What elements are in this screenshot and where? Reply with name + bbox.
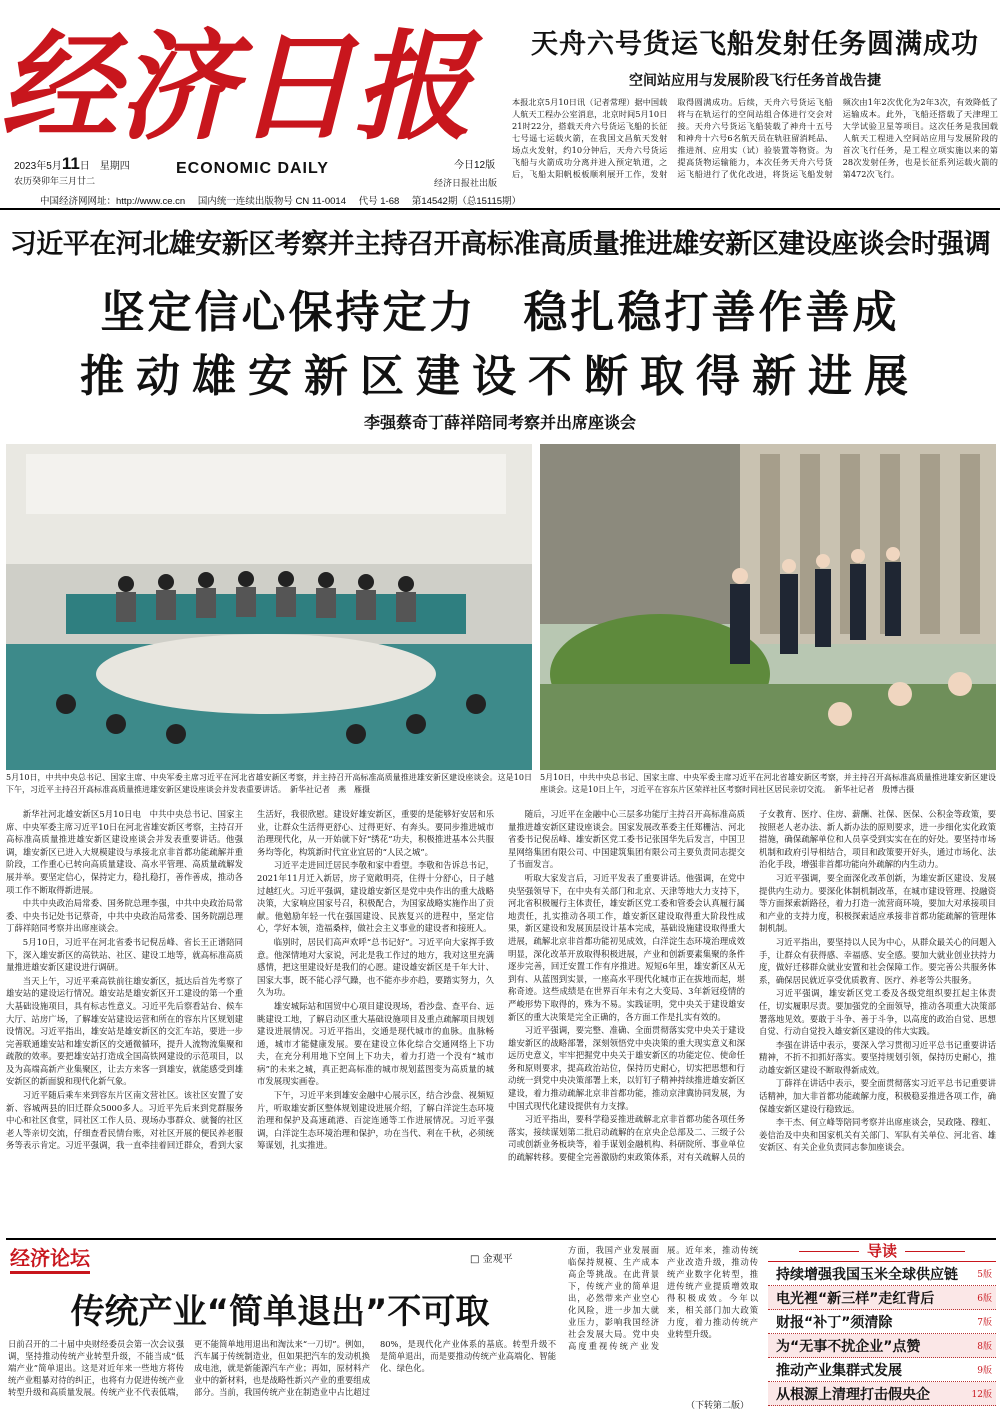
top-story-body: 本报北京5月10日讯（记者常理）据中国载人航天工程办公室消息，北京时间5月10日21时22分，搭载天舟六号货运飞船的长征七号遥七运载火箭，在我国文昌航天发射场点火发射，约10分钟后，天舟六号货运飞船与火箭成功分离并进入预定轨道，之后，飞船太阳帆板板顺利展开工作，发射取得圆满成功。后续，天舟六号货运飞船将与在轨运行的空间站组合体进行交会对接。天舟六号货运飞船装载了神舟十五号和神舟十六号6名航天员在轨驻留消耗品、推进剂、应用实（试）验装置等物资。为提高货物运输能力，本次任务天舟六号货运飞船进行了优化改进，将货运飞船发射频次由1年2次优化为2年3次，有效降低了运输成本。此外，飞船还搭载了天津理工大学试验卫星等项目。这次任务是我国载人航天工程进入空间站应用与发展阶段的首次飞行任务，是工程立项实施以来的第28次发射任务，也是长征系列运载火箭的第472次飞行。 xyxy=(512,97,998,179)
article-paragraph: 新华社河北雄安新区5月10日电 中共中央总书记、国家主席、中央军委主席习近平10日在河北省雄安新区考察，主持召开高标准高质量推进雄安新区建设座谈会并发表重要讲话。他强调，雄安新区已进入大规模建设与承接北京非首都功能疏解并重阶段，工作重心已转向高质量建设、高水平管理、高质量疏解发展并举。要坚定信心，保持定力，稳扎稳打，善作善成，推动各项工作不断取得新进展。 xyxy=(6,809,243,895)
guide-item[interactable]: 持续增强我国玉米全球供应链 5版 xyxy=(768,1262,996,1286)
article-paragraph: 李强在讲话中表示，要深入学习贯彻习近平总书记重要讲话精神，不折不扣抓好落实。要坚持规划引领，保持历史耐心，推动雄安新区建设不断取得新成效。 xyxy=(759,1039,996,1075)
article-paragraph: 下午，习近平来到雄安金融中心展示区，结合沙盘、视频短片，听取雄安新区整体规划建设进展介绍，了解白洋淀生态环境治理和保护及高速疏港、百淀连通等工作进展情况。习近平强调，白洋淀生态环境治理和保护，功在当代、利在千秋，必须统筹谋划，扎实推进。 xyxy=(257,1090,494,1151)
main-article-body xyxy=(6,808,996,1236)
article-paragraph: 习近平强调，要完整、准确、全面贯彻落实党中央关于建设雄安新区的战略部署，深刻领悟党中央决策的重大现实意义和深远历史意义，牢牢把握党中央关于雄安新区的功能定位、使命任务和原则要求，提高政治站位，保持历史耐心，切实把思想和行动统一到党中央决策部署上来，以钉钉子精神持续推进雄安新区建设，着力推动疏解北京非首都功能，推动京津冀协同发展，为中国式现代化建设提供有力支撑。 xyxy=(508,1025,745,1111)
forum-column-tag: 经济论坛 xyxy=(10,1242,90,1274)
article-paragraph: 临别时，居民们高声欢呼“总书记好”。习近平向大家挥手致意。他深情地对大家说，河北是我工作过的地方，我对这里充满感情，把这里建设好是我们的心愿。建设雄安新区是千年大计、国家大事，既不能心浮气躁，也不能亦步亦趋，要踏实努力，久久为功。 xyxy=(257,936,494,998)
article-paragraph: 丁薛祥在讲话中表示，要全面贯彻落实习近平总书记重要讲话精神，加大非首都功能疏解力度，积极稳妥推进各项工作，确保雄安新区建设行稳致远。 xyxy=(759,1078,996,1114)
logo-text: 经济日报 xyxy=(0,17,473,156)
main-kicker[interactable]: 习近平在河北雄安新区考察并主持召开高标准高质量推进雄安新区建设座谈会时强调 xyxy=(9,229,991,260)
guide-item[interactable]: 从根源上清理打击假央企 12版 xyxy=(768,1382,996,1406)
article-paragraph: 李干杰、何立峰等陪同考察并出席座谈会，吴政隆、穆虹、姜信治及中央和国家机关有关部门、军队有关单位、河北省、雄安新区、有关企业负责同志参加座谈会。 xyxy=(759,1117,996,1153)
top-story-subtitle: 空间站应用与发展阶段飞行任务首战告捷 xyxy=(629,73,881,89)
main-headline-1[interactable]: 坚定信心保持定力 稳扎稳打善作善成 xyxy=(100,287,900,338)
guide-item[interactable]: 电光裡“新三样”走红背后 6版 xyxy=(768,1286,996,1310)
article-paragraph: 习近平走进回迁居民李敬和家中看望。李敬和告诉总书记，2021年11月迁入新居，房子宽敞明亮，住得十分舒心，日子越过越红火。习近平强调，建设雄安新区是党中央作出的重大战略决策，大家响应国家号召，积极配合，为国家战略实施作出了贡献。他勉励年轻一代在强国建设、民族复兴的进程中，坚定信心，学好本领，造福桑梓，做社会主义事业的建设者和接班人。 xyxy=(257,860,494,934)
logo-calligraphy xyxy=(0,10,473,156)
guide-item[interactable]: 财报“补丁”须清除 7版 xyxy=(768,1310,996,1334)
serial-number: 国内统一连续出版物号 CN 11-0014 xyxy=(197,196,346,207)
article-paragraph: 随后，习近平在金融中心三层多功能厅主持召开高标准高质量推进雄安新区建设座谈会。国家发展改革委主任郑栅洁、河北省委书记倪岳峰、雄安新区党工委书记张国华先后发言，中国卫星网络集团有限公司、中国建筑集团有限公司主要负责同志提交了书面发言。 xyxy=(508,809,745,870)
issue-number: 第14542期（总15115期） xyxy=(411,196,522,207)
english-name: ECONOMIC DAILY xyxy=(176,160,329,177)
article-paragraph: 5月10日，习近平在河北省委书记倪岳峰、省长王正谱陪同下，深入雄安新区的高铁站、社区、建设工地等，就高标准高质量推进雄安新区建设进行调研。 xyxy=(6,936,243,973)
page-count: 今日12版 xyxy=(454,160,496,171)
photo-caption-left: 5月10日，中共中央总书记、国家主席、中央军委主席习近平在河北省雄安新区考察，并主持召开高标准高质量推进雄安新区建设座谈会。这是10日下午，习近平主持召开高标准高质量推进雄安新区建设座谈会并发表重要讲话。 新华社记者 燕 雁摄 xyxy=(6,773,532,794)
photo-caption-right: 5月10日，中共中央总书记、国家主席、中央军委主席习近平在河北省雄安新区考察，并主持召开高标准高质量推进雄安新区建设座谈会。这是10日上午，习近平在容东片区荣祥社区考察时同社区居民亲切交流。 新华社记者 殷博古摄 xyxy=(540,773,996,794)
publisher: 经济日报社出版 xyxy=(434,178,498,188)
article-paragraph: 听取大家发言后，习近平发表了重要讲话。他强调，在党中央坚强领导下，在中央有关部门和北京、天津等地大力支持下，河北省积极履行主体责任，雄安新区党工委和管委会认真履行属地责任，扎实推动各项工作，雄安新区建设取得重大阶段性成果，新区建设和发展顶层设计基本完成，基础设施建设取得重大进展，疏解北京非首都功能初见成效，白洋淀生态环境治理成效明显，深化改革开放取得积极进展，产业和创新要素集聚的条件逐步完善，回迁安置工作有序推进。短短6年里，雄安新区从无到有、从蓝图到实景，一座高水平现代化城市正在拔地而起，堪称奇迹。这些成绩是在世界百年未有之大变局、3年新冠疫情的严峻形势下取得的，殊为不易。实践证明，党中央关于建设雄安新区的重大决策是完全正确的，各方面工作是扎实有效的。 xyxy=(508,872,745,1022)
article-paragraph: 雄安城际站和国贸中心项目建设现场，看沙盘、查平台、远眺建设工地，了解启动区重大基础设施项目及重点疏解项目规划建设进展情况。习近平指出，交通是现代城市的血脉。血脉畅通，城市才能健康发展。要在建设立体化综合交通网络上下功夫，在充分利用地下空间上下功夫，着力打造一个没有“城市病”的未来之城，真正把高标准的城市规划蓝图变为高质量的城市发展现实画卷。 xyxy=(257,1000,494,1087)
newspaper-logo xyxy=(0,10,473,156)
article-paragraph: 习近平随后乘车来到容东片区南文营社区。该社区安置了安新、容城两县的旧迁群众5000多人。习近平先后来到党群服务中心和社区食堂，同社区工作人员、现场办事群众、就餐的社区老人等亲切交流，仔细查看民情台账，对社区开展的便民养老服务等表示肯定。习近平强调，我一直牵挂着回迁群众，看到大家生活好，我很欣慰。建设好雄安新区，重要的是能够好安居和乐业，让群众生活得更舒心、过得更好、有奔头。要同步推进城市治理现代化，从一开始就下好“绣花”功夫，积极推进基本公共服务均等化，构筑新时代宜业宜居的“人民之城”。 xyxy=(6,809,494,1151)
article-paragraph: 习近平强调，雄安新区党工委及各级党组织要扛起主体责任，切实履职尽责。要加强党的全面领导，推动各项重大决策部署落地见效。要敢于斗争、善于斗争，以高度的政治自觉、思想自觉、行动自觉投入雄安新区建设的伟大实践。 xyxy=(759,988,996,1037)
guide-box xyxy=(768,1240,996,1412)
issue-date: 2023年5月11日 星期四 xyxy=(14,154,130,173)
guide-title: 导读 xyxy=(768,1240,996,1262)
postal-code: 代号 1-68 xyxy=(358,196,400,207)
forum-author: □ 金观平 xyxy=(470,1254,513,1265)
article-paragraph: 习近平指出，要科学稳妥推进疏解北京非首都功能各项任务落实，接续谋划第二批启动疏解的在京央企总部及二、三级子公司或创新业务板块等，着手谋划金融机构、科研院所、事业单位的疏解转移。要健全完善激励约束政策体系，对有关疏解人员的子女教育、医疗、住房、薪酬、社保、医保、公积金等政策，要按照老人老办法、新人新办法的原则要求，进一步细化实化政策措施，确保疏解单位和人员享受到实实在在的好处。要坚持市场机制和政府引导相结合，项目和政策要开好头，通过市场化、法治化手段，增强非首都功能向外疏解的内生动力。 xyxy=(508,809,996,1163)
meeting-photo xyxy=(6,444,532,770)
forum-title[interactable]: 传统产业“简单退出”不可取 xyxy=(70,1292,490,1332)
community-visit-photo xyxy=(540,444,996,770)
main-headline-2[interactable]: 推动雄安新区建设不断取得新进展 xyxy=(80,351,920,402)
article-paragraph: 习近平指出，要坚持以人民为中心，从群众最关心的问题入手，让群众有获得感、幸福感、安全感。要加大就业创业扶持力度，做好迁移群众就业安置和社会保障工作。要完善公共服务体系，确保居民就近享受优质教育、医疗、养老等公共服务。 xyxy=(759,936,996,985)
forum-body-continued: 方面，我国产业发展面临保持规模、生产成本高企等挑战。在此背景下，传统产业的简单退出，必然带来产业空心化风险，进一步加大就业压力，影响我国经济社会发展大局。党中央高度重视传统产业发展。近年来，推动传统产业改造升级，推动传统产业数字化转型，推进传统产业提质增效取得积极成效。今年以来，相关部门加大政策力度，着力推动传统产业转型升级。 xyxy=(568,1245,758,1351)
lunar-date: 农历癸卯年三月廿二 xyxy=(14,176,96,186)
top-story-title[interactable]: 天舟六号货运飞船发射任务圆满成功 xyxy=(531,29,979,60)
article-paragraph: 中共中央政治局常委、国务院总理李强，中共中央政治局常委、中央书记处书记蔡奇，中共中央政治局常委、国务院副总理丁薛祥陪同考察并出席座谈会。 xyxy=(6,898,243,934)
article-paragraph: 习近平强调，要全面深化改革创新，为雄安新区建设、发展提供内生动力。要深化体制机制改革，在城市建设管理、投融资等方面探索新路径，着力打造一流营商环境，要加大对承接项目和产业的支持力度，积极探索适应承接非首都功能疏解的管理体制机制。 xyxy=(759,872,996,934)
main-byline: 李强蔡奇丁薛祥陪同考察并出席座谈会 xyxy=(363,413,636,432)
website-url[interactable]: 中国经济网网址：http://www.ce.cn xyxy=(40,196,186,207)
article-paragraph: 当天上午，习近平乘高铁前往雄安新区，抵达后首先考察了雄安站的建设运行情况。雄安站是雄安新区开工建设的第一个重大基础设施项目，具有标志性意义。习近平先后察看站台、候车大厅、站房广场，了解雄安站建设运营和所在的容东片区规划建设情况。习近平指出，雄安站是雄安新区的交汇车站，要进一步完善联通雄安站和雄安新区的交通微循环，提升人流物流集聚和疏散的效率。要把雄安站打造成全国高铁网建设的示范项目，以及为高端高新产业集聚区，让去方来客一到雄安，就能感受到雄安新区的新面貌和现代化新气象。 xyxy=(6,975,243,1087)
registration-bar xyxy=(0,190,1000,210)
guide-item[interactable]: 为“无事不扰企业”点赞 8版 xyxy=(768,1334,996,1358)
guide-item[interactable]: 推动产业集群式发展 9版 xyxy=(768,1358,996,1382)
masthead xyxy=(0,4,506,200)
continued-notice: （下转第二版） xyxy=(686,1401,750,1411)
forum-body: 日前召开的二十届中央财经委员会第一次会议强调，坚持推动传统产业转型升级，不能当成“低端产业”简单退出。这是对近年来一些地方将传统产业粗暴对待的纠正，也将有力促进传统产业转型升级和高质量发展。传统产业不代表低端，更不能简单地用退出和淘汰来“一刀切”。例如，汽车属于传统制造业，但如果把汽车的发动机换成电池，就是新能源汽车产业；再如，原材料产业中的新材料，也是战略性新兴产业的重要组成部分。当前，我国传统产业在制造业中占比超过80%，是现代化产业体系的基底。转型升级不是简单退出，而是要推动传统产业高端化、智能化、绿色化。 xyxy=(8,1339,556,1397)
